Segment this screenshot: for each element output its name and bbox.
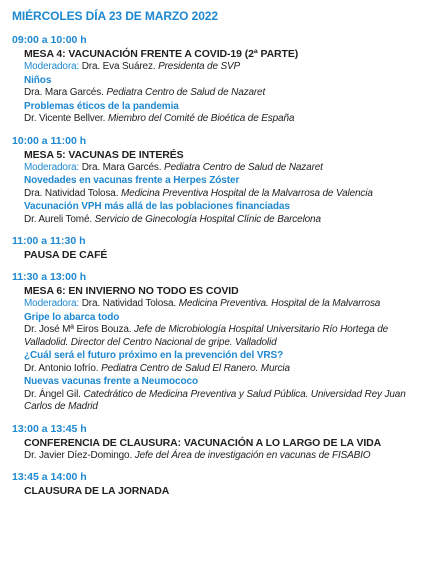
schedule-block bbox=[12, 471, 430, 498]
speaker-line bbox=[24, 450, 430, 463]
moderator-line bbox=[24, 298, 430, 311]
talk-title: Niños bbox=[24, 74, 52, 86]
day-title: MIÉRCOLES DÍA 23 DE MARZO 2022 bbox=[12, 9, 218, 23]
moderator-line bbox=[24, 61, 430, 74]
moderator-role: Moderadora: bbox=[24, 298, 80, 309]
talk-title: Gripe lo abarca todo bbox=[24, 311, 120, 323]
moderator-name: Dra. Eva Suárez. bbox=[81, 61, 156, 72]
speaker-name: Dr. Aureli Tomé. bbox=[24, 213, 93, 225]
speaker-line bbox=[24, 87, 430, 100]
moderator-role: Moderadora: bbox=[24, 61, 80, 72]
block-content bbox=[12, 437, 430, 463]
speaker-affiliation: Medicina Preventiva Hospital de la Malvarrosa de Valencia bbox=[120, 187, 373, 199]
schedule-block bbox=[12, 271, 430, 414]
block-content bbox=[12, 48, 430, 126]
moderator-affiliation: Pediatra Centro de Salud de Nazaret bbox=[164, 161, 323, 173]
time-slot: 09:00 a 10:00 h bbox=[12, 34, 87, 46]
block-content bbox=[12, 149, 430, 227]
time-slot: 10:00 a 11:00 h bbox=[12, 134, 87, 147]
speaker-line bbox=[24, 363, 430, 376]
speaker-affiliation: Miembro del Comité de Bioética de España bbox=[107, 113, 295, 124]
block-content bbox=[12, 285, 430, 414]
time-slot: 13:45 a 14:00 h bbox=[12, 471, 87, 483]
speaker-affiliation: Pediatra Centro de Salud El Ranero. Murcia bbox=[101, 362, 290, 374]
schedule-block bbox=[12, 423, 430, 463]
moderator-affiliation: Medicina Preventiva. Hospital de la Malvarrosa bbox=[178, 298, 381, 309]
speaker-line bbox=[24, 389, 430, 414]
session-title: CONFERENCIA DE CLAUSURA: VACUNACIÓN A LO LARGO DE LA VIDA bbox=[24, 436, 382, 449]
session-title: MESA 5: VACUNAS DE INTERÉS bbox=[24, 148, 184, 161]
speaker-name: Dra. Natividad Tolosa. bbox=[24, 187, 119, 199]
speaker-affiliation: Catedrático de Medicina Preventiva y Salud Pública. Universidad Rey Juan Carlos de Madrid bbox=[24, 388, 406, 412]
talk-title: Vacunación VPH más allá de las poblaciones financiadas bbox=[24, 201, 290, 212]
time-slot: 11:00 a 11:30 h bbox=[12, 235, 86, 247]
block-content bbox=[12, 249, 430, 262]
speaker-line bbox=[24, 214, 430, 227]
moderator-role: Moderadora: bbox=[24, 161, 80, 173]
session-title: MESA 6: EN INVIERNO NO TODO ES COVID bbox=[24, 285, 239, 297]
time-slot: 13:00 a 13:45 h bbox=[12, 422, 87, 435]
session-title: CLAUSURA DE LA JORNADA bbox=[24, 485, 170, 497]
moderator-name: Dra. Mara Garcés. bbox=[81, 161, 162, 173]
talk-title: Nuevas vacunas frente a Neumococo bbox=[24, 376, 198, 387]
session-title: PAUSA DE CAFÉ bbox=[24, 249, 108, 261]
block-content bbox=[12, 485, 430, 498]
talk-title: Problemas éticos de la pandemia bbox=[24, 100, 179, 112]
moderator-name: Dra. Natividad Tolosa. bbox=[81, 298, 177, 309]
speaker-name: Dr. Antonio Iofrío. bbox=[24, 362, 99, 374]
speaker-name: Dr. Ángel Gil. bbox=[24, 388, 81, 400]
session-title: MESA 4: VACUNACIÓN FRENTE A COVID-19 (2ª PARTE) bbox=[24, 48, 299, 60]
speaker-line bbox=[24, 113, 430, 126]
speaker-name: Dr. Javier Díez-Domingo. bbox=[24, 449, 133, 461]
speaker-name: Dr. Vicente Bellver. bbox=[24, 113, 106, 124]
speaker-affiliation: Pediatra Centro de Salud de Nazaret bbox=[106, 87, 266, 98]
speaker-line bbox=[24, 188, 430, 201]
speaker-name: Dra. Mara Garcés. bbox=[24, 87, 104, 98]
moderator-line bbox=[24, 162, 430, 175]
schedule-block bbox=[12, 235, 430, 262]
talk-title: Novedades en vacunas frente a Herpes Zóster bbox=[24, 175, 240, 186]
speaker-affiliation: Jefe del Área de investigación en vacunas de FISABIO bbox=[134, 449, 371, 461]
time-slot: 11:30 a 13:00 h bbox=[12, 271, 87, 283]
speaker-affiliation: Servicio de Ginecología Hospital Clínic de Barcelona bbox=[94, 213, 321, 225]
speaker-line bbox=[24, 324, 430, 349]
talk-title: ¿Cuál será el futuro próximo en la prevención del VRS? bbox=[24, 350, 284, 361]
schedule-block bbox=[12, 34, 430, 126]
speaker-affiliation: Jefe de Microbiología Hospital Universitario Río Hortega de Valladolid. Director del Centro Nacional de gripe. Valladolid bbox=[24, 324, 389, 348]
moderator-affiliation: Presidenta de SVP bbox=[158, 61, 241, 72]
speaker-name: Dr. José Mª Eiros Bouza. bbox=[24, 324, 132, 335]
schedule-block bbox=[12, 135, 430, 227]
